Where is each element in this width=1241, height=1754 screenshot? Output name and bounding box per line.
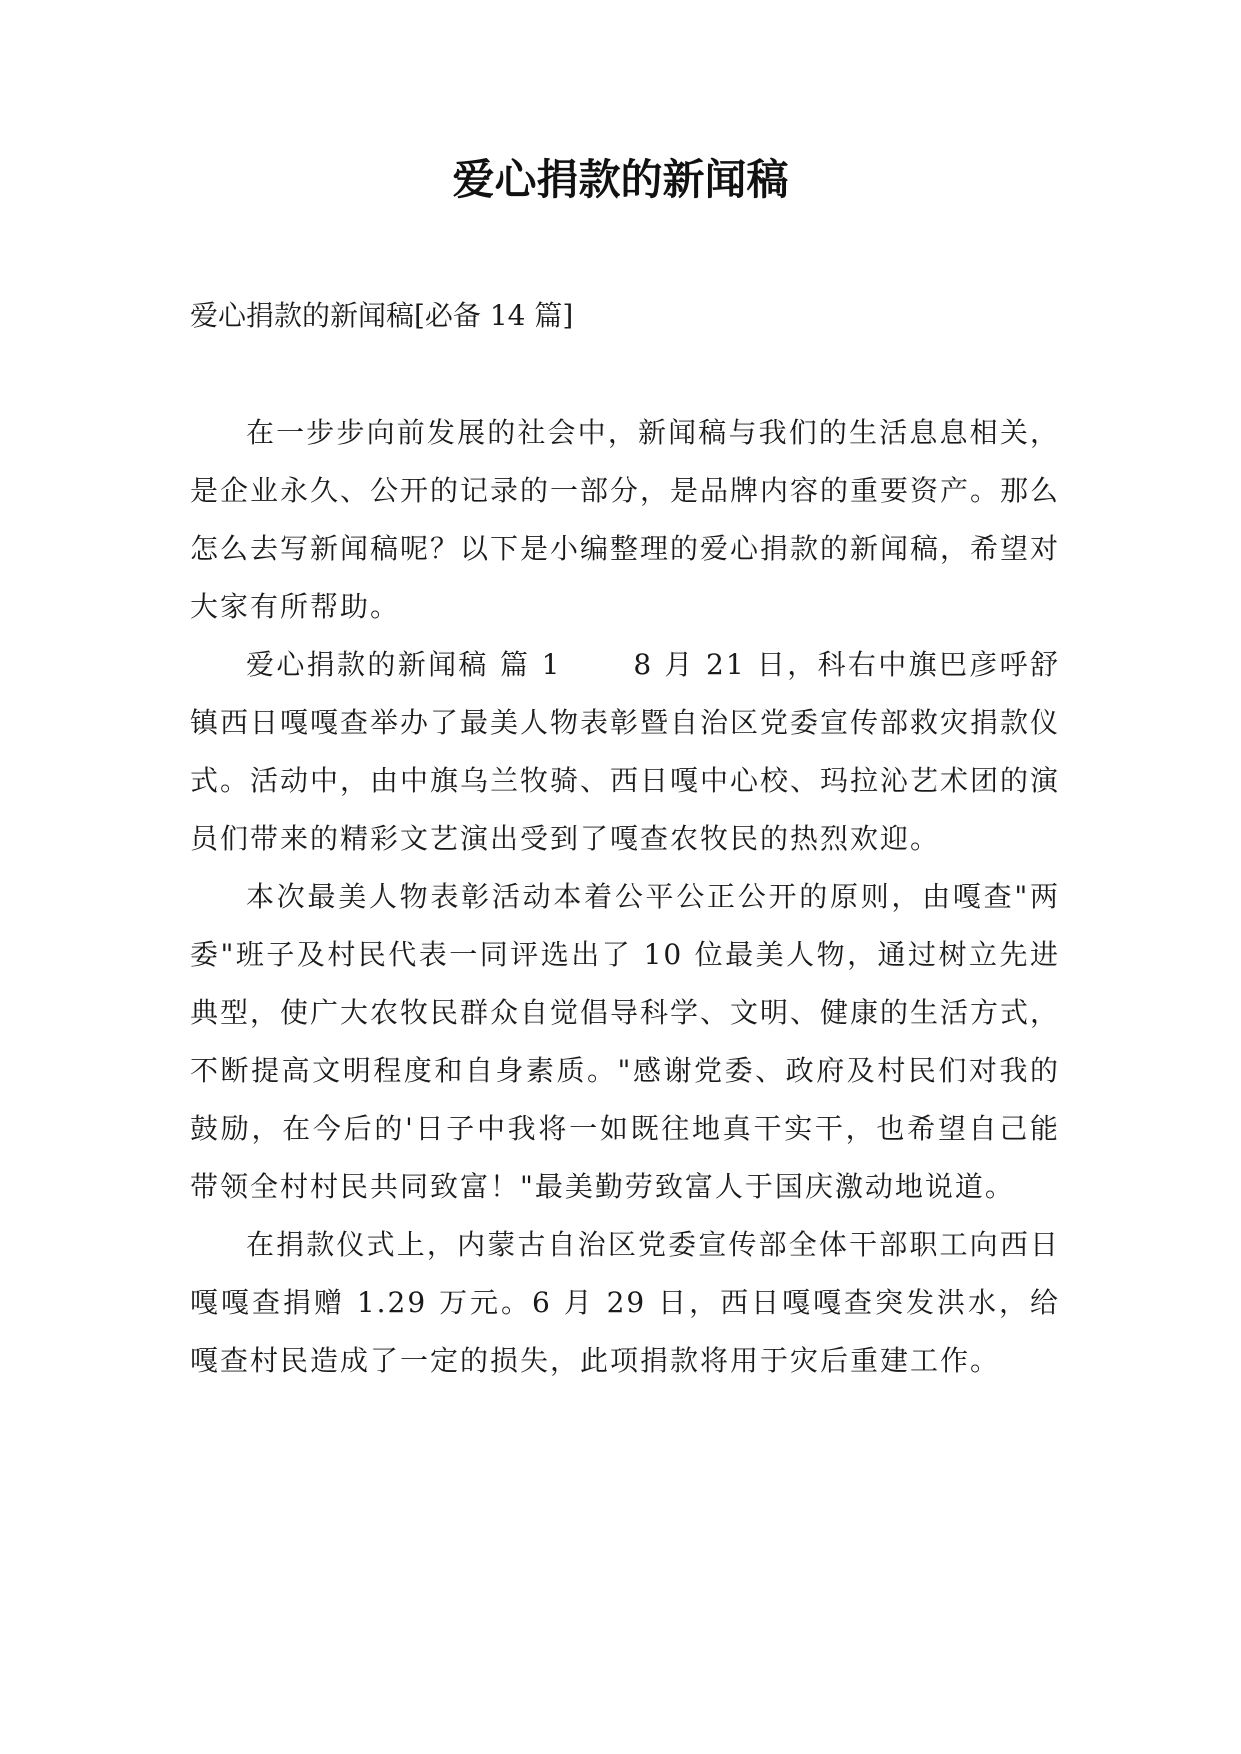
document-body	[190, 404, 1060, 1390]
paragraph-article-1: 爱心捐款的新闻稿 篇 1 8 月 21 日，科右中旗巴彦呼舒镇西日嘎嘎查举办了最美人物表彰暨自治区党委宣传部救灾捐款仪式。活动中，由中旗乌兰牧骑、西日嘎中心校、玛拉沁艺术团的演员们带来的精彩文艺演出受到了嘎查农牧民的热烈欢迎。	[190, 648, 1061, 855]
paragraph-intro: 在一步步向前发展的社会中，新闻稿与我们的生活息息相关，是企业永久、公开的记录的一部分，是品牌内容的重要资产。那么怎么去写新闻稿呢？以下是小编整理的爱心捐款的新闻稿，希望对大家有所帮助。	[190, 416, 1061, 623]
paragraph-selection: 本次最美人物表彰活动本着公平公正公开的原则，由嘎查"两委"班子及村民代表一同评选出了 10 位最美人物，通过树立先进典型，使广大农牧民群众自觉倡导科学、文明、健康的生活方式，不断提高文明程度和自身素质。"感谢党委、政府及村民们对我的鼓励，在今后的'日子中我将一如既往地真干实干，也希望自己能带领全村村民共同致富！"最美勤劳致富人于国庆激动地说道。	[190, 880, 1061, 1203]
paragraph-donation: 在捐款仪式上，内蒙古自治区党委宣传部全体干部职工向西日嘎嘎查捐赠 1.29 万元。6 月 29 日，西日嘎嘎查突发洪水，给嘎查村民造成了一定的损失，此项捐款将用于灾后重建工作。	[190, 1228, 1060, 1377]
document-title: 爱心捐款的新闻稿	[452, 155, 789, 204]
document-subtitle: 爱心捐款的新闻稿[必备 14 篇]	[190, 299, 574, 332]
